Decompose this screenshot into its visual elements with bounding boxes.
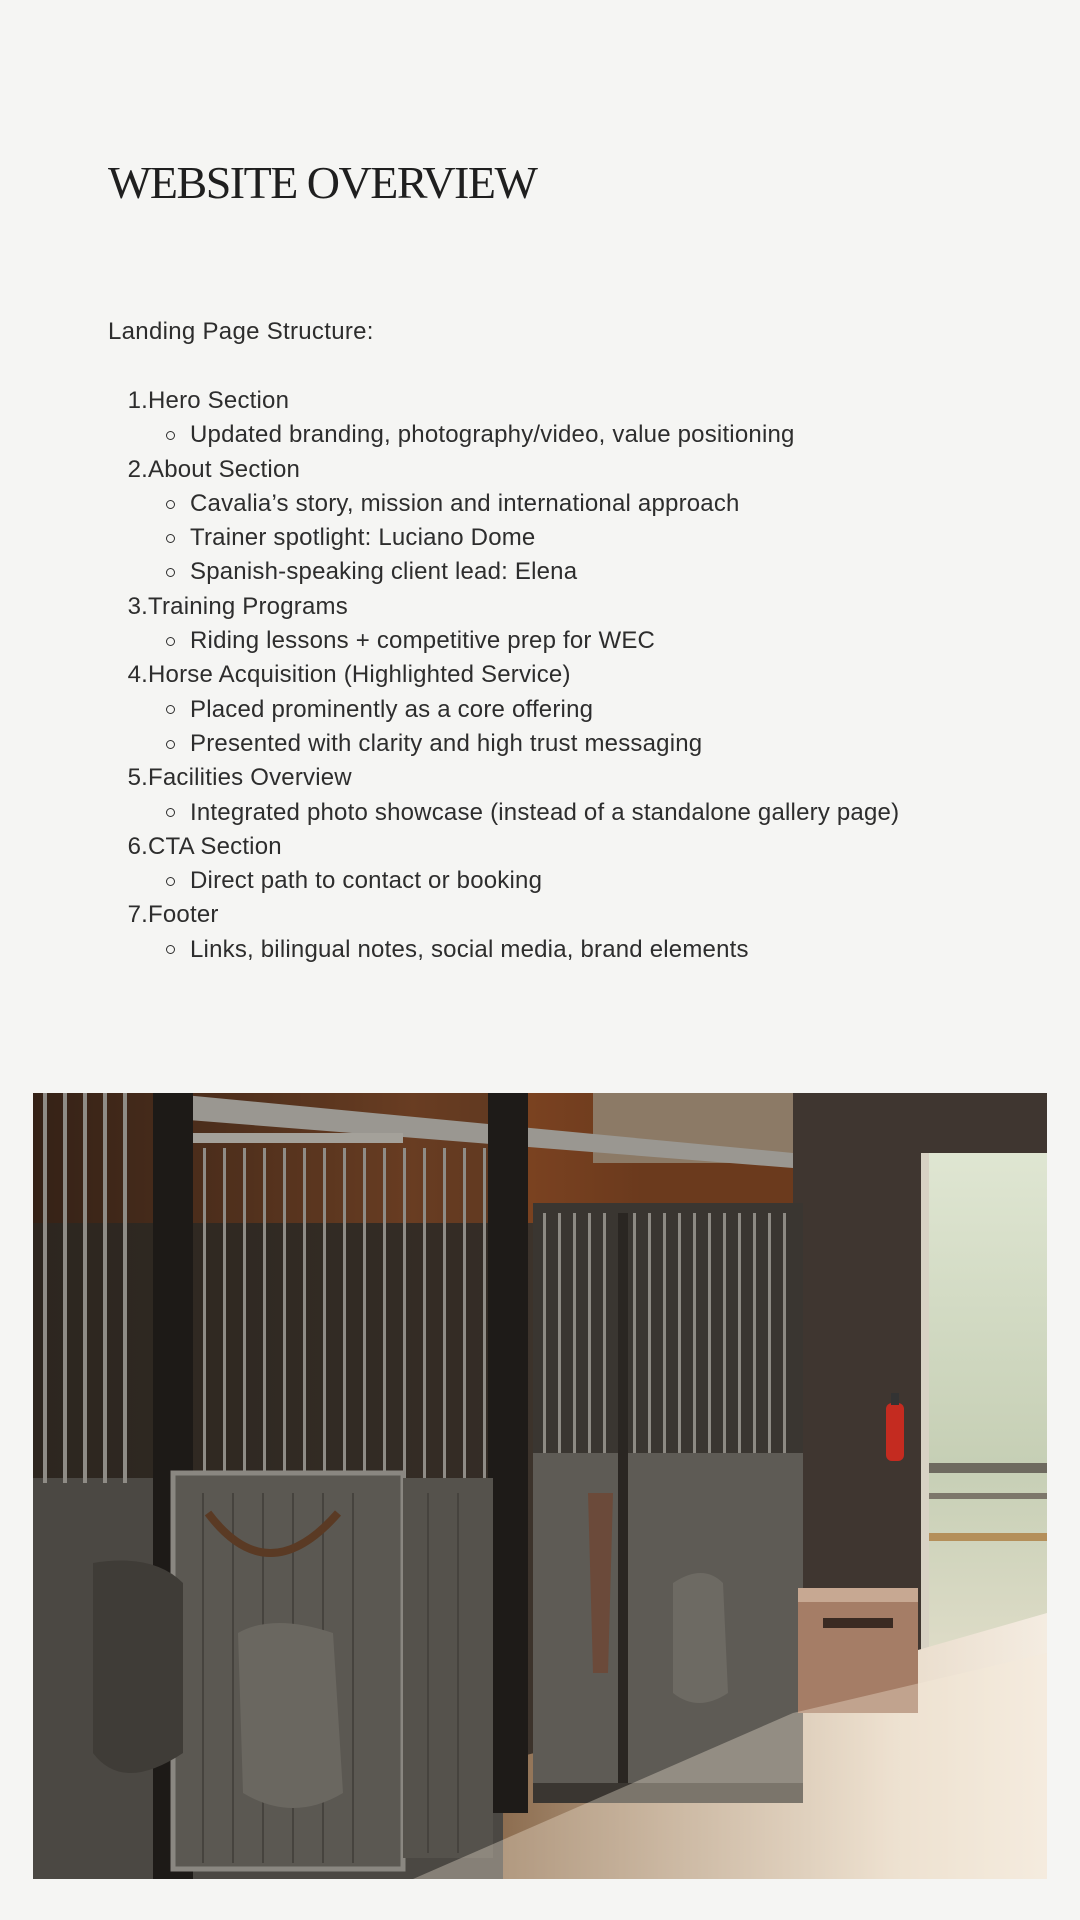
page-title: WEBSITE OVERVIEW — [108, 157, 537, 208]
sub-list-item — [108, 693, 1008, 727]
outline-section — [108, 384, 1008, 453]
sub-list-item — [108, 727, 1008, 761]
outline-section — [108, 761, 1008, 830]
sub-item-text: Updated branding, photography/video, value positioning — [190, 421, 795, 449]
hollow-bullet-icon — [166, 740, 175, 749]
outline-section — [108, 898, 1008, 967]
section-number: 1. — [127, 387, 148, 414]
hollow-bullet-icon — [166, 945, 175, 954]
sub-list-item — [108, 864, 1008, 898]
hollow-bullet-icon — [166, 877, 175, 886]
outline-section — [108, 453, 1008, 590]
section-heading — [108, 830, 1008, 864]
section-sub-list — [108, 487, 1008, 590]
sub-item-text: Direct path to contact or booking — [190, 867, 543, 895]
hollow-bullet-icon — [166, 568, 175, 577]
hollow-bullet-icon — [166, 500, 175, 509]
section-label: Footer — [148, 901, 219, 929]
hollow-bullet-icon — [166, 808, 175, 817]
section-sub-list — [108, 933, 1008, 967]
hollow-bullet-icon — [166, 534, 175, 543]
section-number: 6. — [127, 832, 148, 860]
sub-item-text: Links, bilingual notes, social media, brand elements — [190, 935, 749, 963]
hollow-bullet-icon — [166, 705, 175, 714]
section-heading — [108, 453, 1008, 487]
outline-section — [108, 590, 1008, 659]
sub-list-item — [108, 418, 1008, 452]
section-label: Horse Acquisition (Highlighted Service) — [148, 661, 571, 689]
section-label: Hero Section — [148, 387, 290, 414]
sub-list-item — [108, 933, 1008, 967]
sub-list-item — [108, 796, 1008, 830]
sub-item-text: Integrated photo showcase (instead of a standalone gallery page) — [190, 798, 900, 826]
stable-barn-photo — [33, 1093, 1047, 1879]
section-heading — [108, 898, 1008, 932]
sub-item-text: Presented with clarity and high trust messaging — [190, 729, 703, 757]
section-sub-list — [108, 796, 1008, 830]
sub-list-item — [108, 555, 1008, 589]
sub-item-text: Placed prominently as a core offering — [190, 695, 594, 723]
sub-item-text: Cavalia’s story, mission and international approach — [190, 489, 740, 517]
section-sub-list — [108, 418, 1008, 452]
section-label: About Section — [148, 455, 301, 483]
hollow-bullet-icon — [166, 637, 175, 646]
section-number: 7. — [127, 901, 148, 929]
section-heading — [108, 590, 1008, 624]
section-label: Facilities Overview — [148, 764, 352, 792]
outline-section — [108, 658, 1008, 761]
section-number: 3. — [127, 592, 148, 620]
sub-list-item — [108, 624, 1008, 658]
section-number: 2. — [127, 455, 148, 483]
section-heading — [108, 761, 1008, 795]
section-label: CTA Section — [148, 832, 282, 860]
section-heading — [108, 658, 1008, 692]
section-sub-list — [108, 864, 1008, 898]
sub-item-text: Trainer spotlight: Luciano Dome — [190, 524, 536, 552]
section-sub-list — [108, 624, 1008, 658]
landing-structure-list — [108, 384, 1008, 967]
section-sub-list — [108, 693, 1008, 762]
section-label: Training Programs — [148, 592, 348, 620]
section-number: 5. — [127, 764, 148, 792]
sub-list-item — [108, 521, 1008, 555]
section-number: 4. — [127, 661, 148, 689]
hollow-bullet-icon — [166, 431, 175, 440]
sub-item-text: Riding lessons + competitive prep for WEC — [190, 627, 656, 655]
landing-structure-heading: Landing Page Structure: — [108, 318, 374, 345]
sub-list-item — [108, 487, 1008, 521]
sub-item-text: Spanish-speaking client lead: Elena — [190, 558, 578, 586]
section-heading — [108, 384, 1008, 418]
outline-section — [108, 830, 1008, 899]
